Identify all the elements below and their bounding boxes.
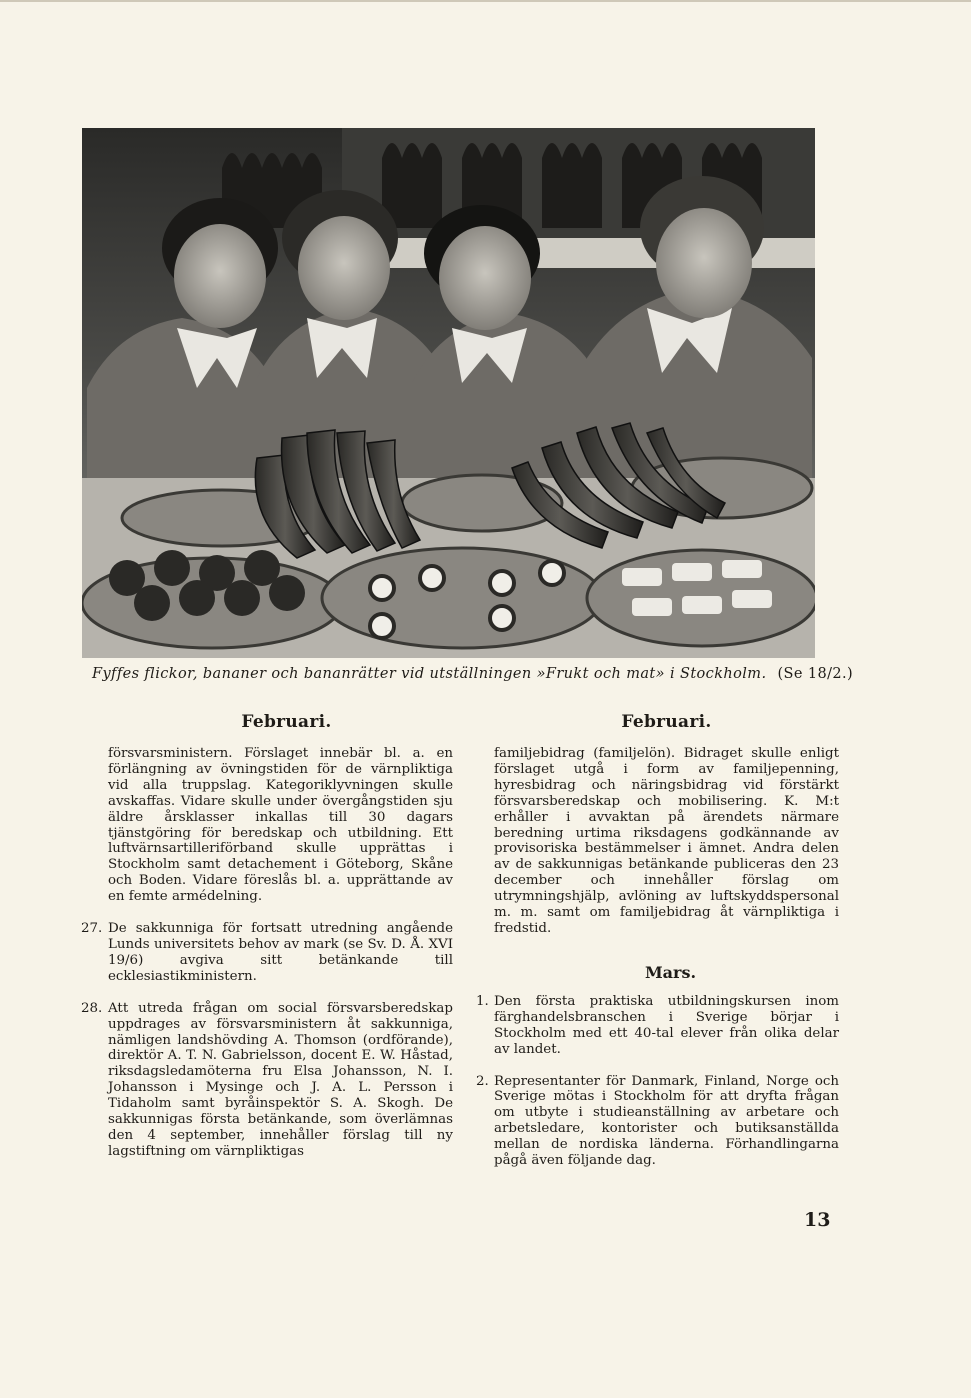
section-heading-mars: Mars.: [644, 962, 697, 982]
top-rule: [0, 0, 971, 2]
caption-reference: (Se 18/2.): [777, 666, 854, 682]
entry-number: 1.: [476, 993, 489, 1009]
photo-illustration: [82, 128, 815, 658]
entry-text: De sakkunniga för fortsatt utredning angående Lunds universitets behov av mark (se Sv. D. Å. XVI 19/6) avgiva sitt betänkande till ecklesiastikministern.: [108, 921, 453, 984]
photo-caption: [92, 666, 854, 682]
entry-1: [476, 993, 839, 1058]
entry-number: 28.: [81, 1000, 103, 1016]
entry-number: 2.: [476, 1073, 489, 1089]
left-column: [81, 712, 453, 1160]
right-column-heading: Februari.: [621, 712, 712, 732]
photo-fyffes-girls: [82, 128, 815, 658]
entry-text: Representanter för Danmark, Finland, Norge och Sverige mötas i Stockholm för att dryfta frågan om utbyte i studieanställning av arbetare och arbetsledare, kontorister och butiksanställda mellan de nordiska länderna. Förhandlingarna pågå även följande dag.: [494, 1073, 839, 1169]
entry-number: 27.: [81, 921, 103, 937]
entry-28: [81, 1000, 453, 1160]
entry-text: Den första praktiska utbildningskursen inom färghandelsbranschen i Sverige börjar i Stockholm med ett 40-tal elever från olika delar av landet.: [494, 993, 839, 1057]
entry-2: [476, 1073, 839, 1169]
page-number: 13: [804, 1209, 831, 1231]
right-column: [476, 712, 839, 1169]
left-column-heading: Februari.: [241, 712, 332, 732]
caption-text: Fyffes flickor, bananer och bananrätter vid utställningen »Frukt och mat» i Stockholm.: [92, 666, 767, 682]
entry-text: Att utreda frågan om social försvarsberedskap uppdrages av försvarsministern åt sakkunniga, nämligen landshövding A. Thomson (ordförande), direktör A. T. N. Gabrielsson, docent E. W. Håstad, riksdagsledamöterna fru Elsa Johansson, N. I. Johansson i Mysinge och J. A. L. Persson i Tidaholm samt byråinspektör S. A. Skogh. De sakkunnigas första betänkande, som överlämnas den 4 september, innehåller förslag till ny lagstiftning om värnpliktigas: [108, 1000, 453, 1159]
left-intro-paragraph: försvarsministern. Förslaget innebär bl. a. en förlängning av övningstiden för de värnpliktiga vid alla truppslag. Kategoriklyvningen skulle avskaffas. Vidare skulle under övergångstiden sju äldre årsklasser inkallas till 30 dagars tjänstgöring för beredskap och utbildning. Ett luftvärnsartilleriförband skulle upprättas i Stockholm samt detachement i Göteborg, Skåne och Boden. Vidare föreslås bl. a. upprättande av en femte armédelning.: [108, 746, 453, 905]
entry-27: [81, 921, 453, 985]
right-intro-paragraph: familjebidrag (familjelön). Bidraget skulle enligt förslaget utgå i form av familjepenning, hyresbidrag och näringsbidrag vid förstärkt försvarsberedskap och mobilisering. K. M:t erhåller i avvaktan på ärendets närmare beredning urtima riksdagens godkännande av provisoriska bestämmelser i ämnet. Andra delen av de sakkunnigas betänkande publiceras den 23 december och innehåller förslag om utrymningshjälp, avlöning av luftskyddspersonal m. m. samt om familjebidrag åt värnpliktiga i fredstid.: [494, 746, 839, 936]
